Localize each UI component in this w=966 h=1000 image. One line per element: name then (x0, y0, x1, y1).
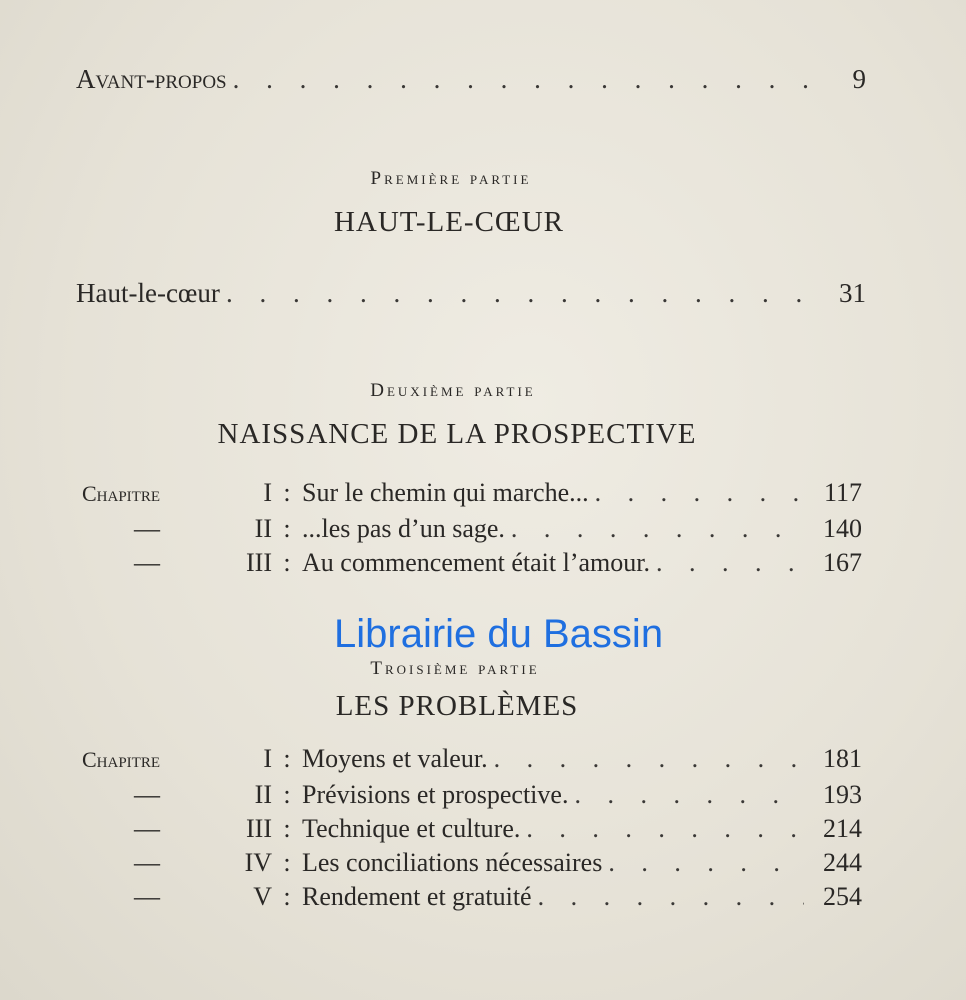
chapter-page: 140 (823, 514, 862, 543)
chapter-colon: : (283, 744, 291, 773)
chapter-title: Prévisions et prospective. (302, 780, 569, 809)
toc-entry-page: 9 (852, 64, 866, 94)
part-1-label: Première partie (370, 168, 532, 189)
leader-dots (602, 848, 804, 878)
part-1-title: HAUT-LE-CŒUR (333, 206, 565, 238)
chapter-page: 254 (823, 882, 862, 911)
chapter-colon: : (283, 514, 291, 543)
chapter-title: Sur le chemin qui marche... (302, 478, 589, 507)
chapter-title: Les conciliations nécessaires (302, 848, 603, 877)
chapter-title: Technique et culture. (302, 814, 521, 843)
leader-dots (568, 780, 804, 810)
toc-entry-haut-le-coeur (76, 278, 866, 309)
chapter-number: II (254, 514, 272, 543)
chapter-page: 214 (823, 814, 862, 843)
chapter-title: ...les pas d’un sage. (302, 514, 505, 543)
chapter-colon: : (283, 882, 291, 911)
leader-dots (589, 478, 804, 508)
chapter-lead: — (134, 848, 160, 877)
chapter-colon: : (283, 814, 291, 843)
chapter-number: V (253, 882, 272, 911)
chapter-lead: — (134, 514, 160, 543)
chapter-number: III (246, 548, 272, 577)
chapter-lead: — (134, 814, 160, 843)
chapter-colon: : (283, 848, 291, 877)
chapter-colon: : (283, 548, 291, 577)
leader-dots (505, 514, 804, 544)
chapter-title: Moyens et valeur. (302, 744, 488, 773)
chapter-row (82, 882, 862, 912)
part-3-label: Troisième partie (370, 658, 540, 679)
chapter-number: III (246, 814, 272, 843)
chapter-title: Rendement et gratuité (302, 882, 532, 911)
chapter-lead: Chapitre (82, 747, 161, 772)
chapter-row (82, 514, 862, 544)
chapter-page: 193 (823, 780, 862, 809)
chapter-page: 117 (823, 478, 862, 507)
chapter-row (82, 780, 862, 810)
chapter-row (82, 744, 862, 774)
chapter-colon: : (283, 478, 291, 507)
chapter-number: I (263, 478, 272, 507)
chapter-lead: — (134, 548, 160, 577)
chapter-number: I (263, 744, 272, 773)
toc-entry-avant-propos (76, 64, 866, 95)
toc-entry-label: Avant-propos (76, 64, 227, 94)
chapter-page: 244 (823, 848, 862, 877)
leader-dots (227, 64, 808, 95)
chapter-row (82, 848, 862, 878)
chapter-number: IV (244, 848, 272, 877)
bleed-through-text (300, 240, 310, 266)
toc-entry-page: 31 (839, 278, 866, 308)
chapter-title: Au commencement était l’amour. (302, 548, 650, 577)
leader-dots (520, 814, 804, 844)
chapter-row (82, 548, 862, 578)
part-2-label: Deuxième partie (370, 380, 536, 401)
toc-entry-label: Haut-le-cœur (76, 278, 220, 308)
chapter-lead: Chapitre (82, 481, 161, 506)
leader-dots (532, 882, 804, 912)
leader-dots (488, 744, 804, 774)
chapter-lead: — (134, 780, 160, 809)
chapter-row (82, 814, 862, 844)
chapter-page: 167 (823, 548, 862, 577)
leader-dots (220, 278, 808, 309)
watermark-text: Librairie du Bassin (334, 612, 664, 656)
part-2-title: NAISSANCE DE LA PROSPECTIVE (217, 418, 697, 450)
chapter-row (82, 478, 862, 508)
chapter-colon: : (283, 780, 291, 809)
part-3-title: LES PROBLÈMES (335, 690, 579, 722)
chapter-lead: — (134, 882, 160, 911)
leader-dots (650, 548, 804, 578)
chapter-number: II (254, 780, 272, 809)
chapter-page: 181 (823, 744, 862, 773)
